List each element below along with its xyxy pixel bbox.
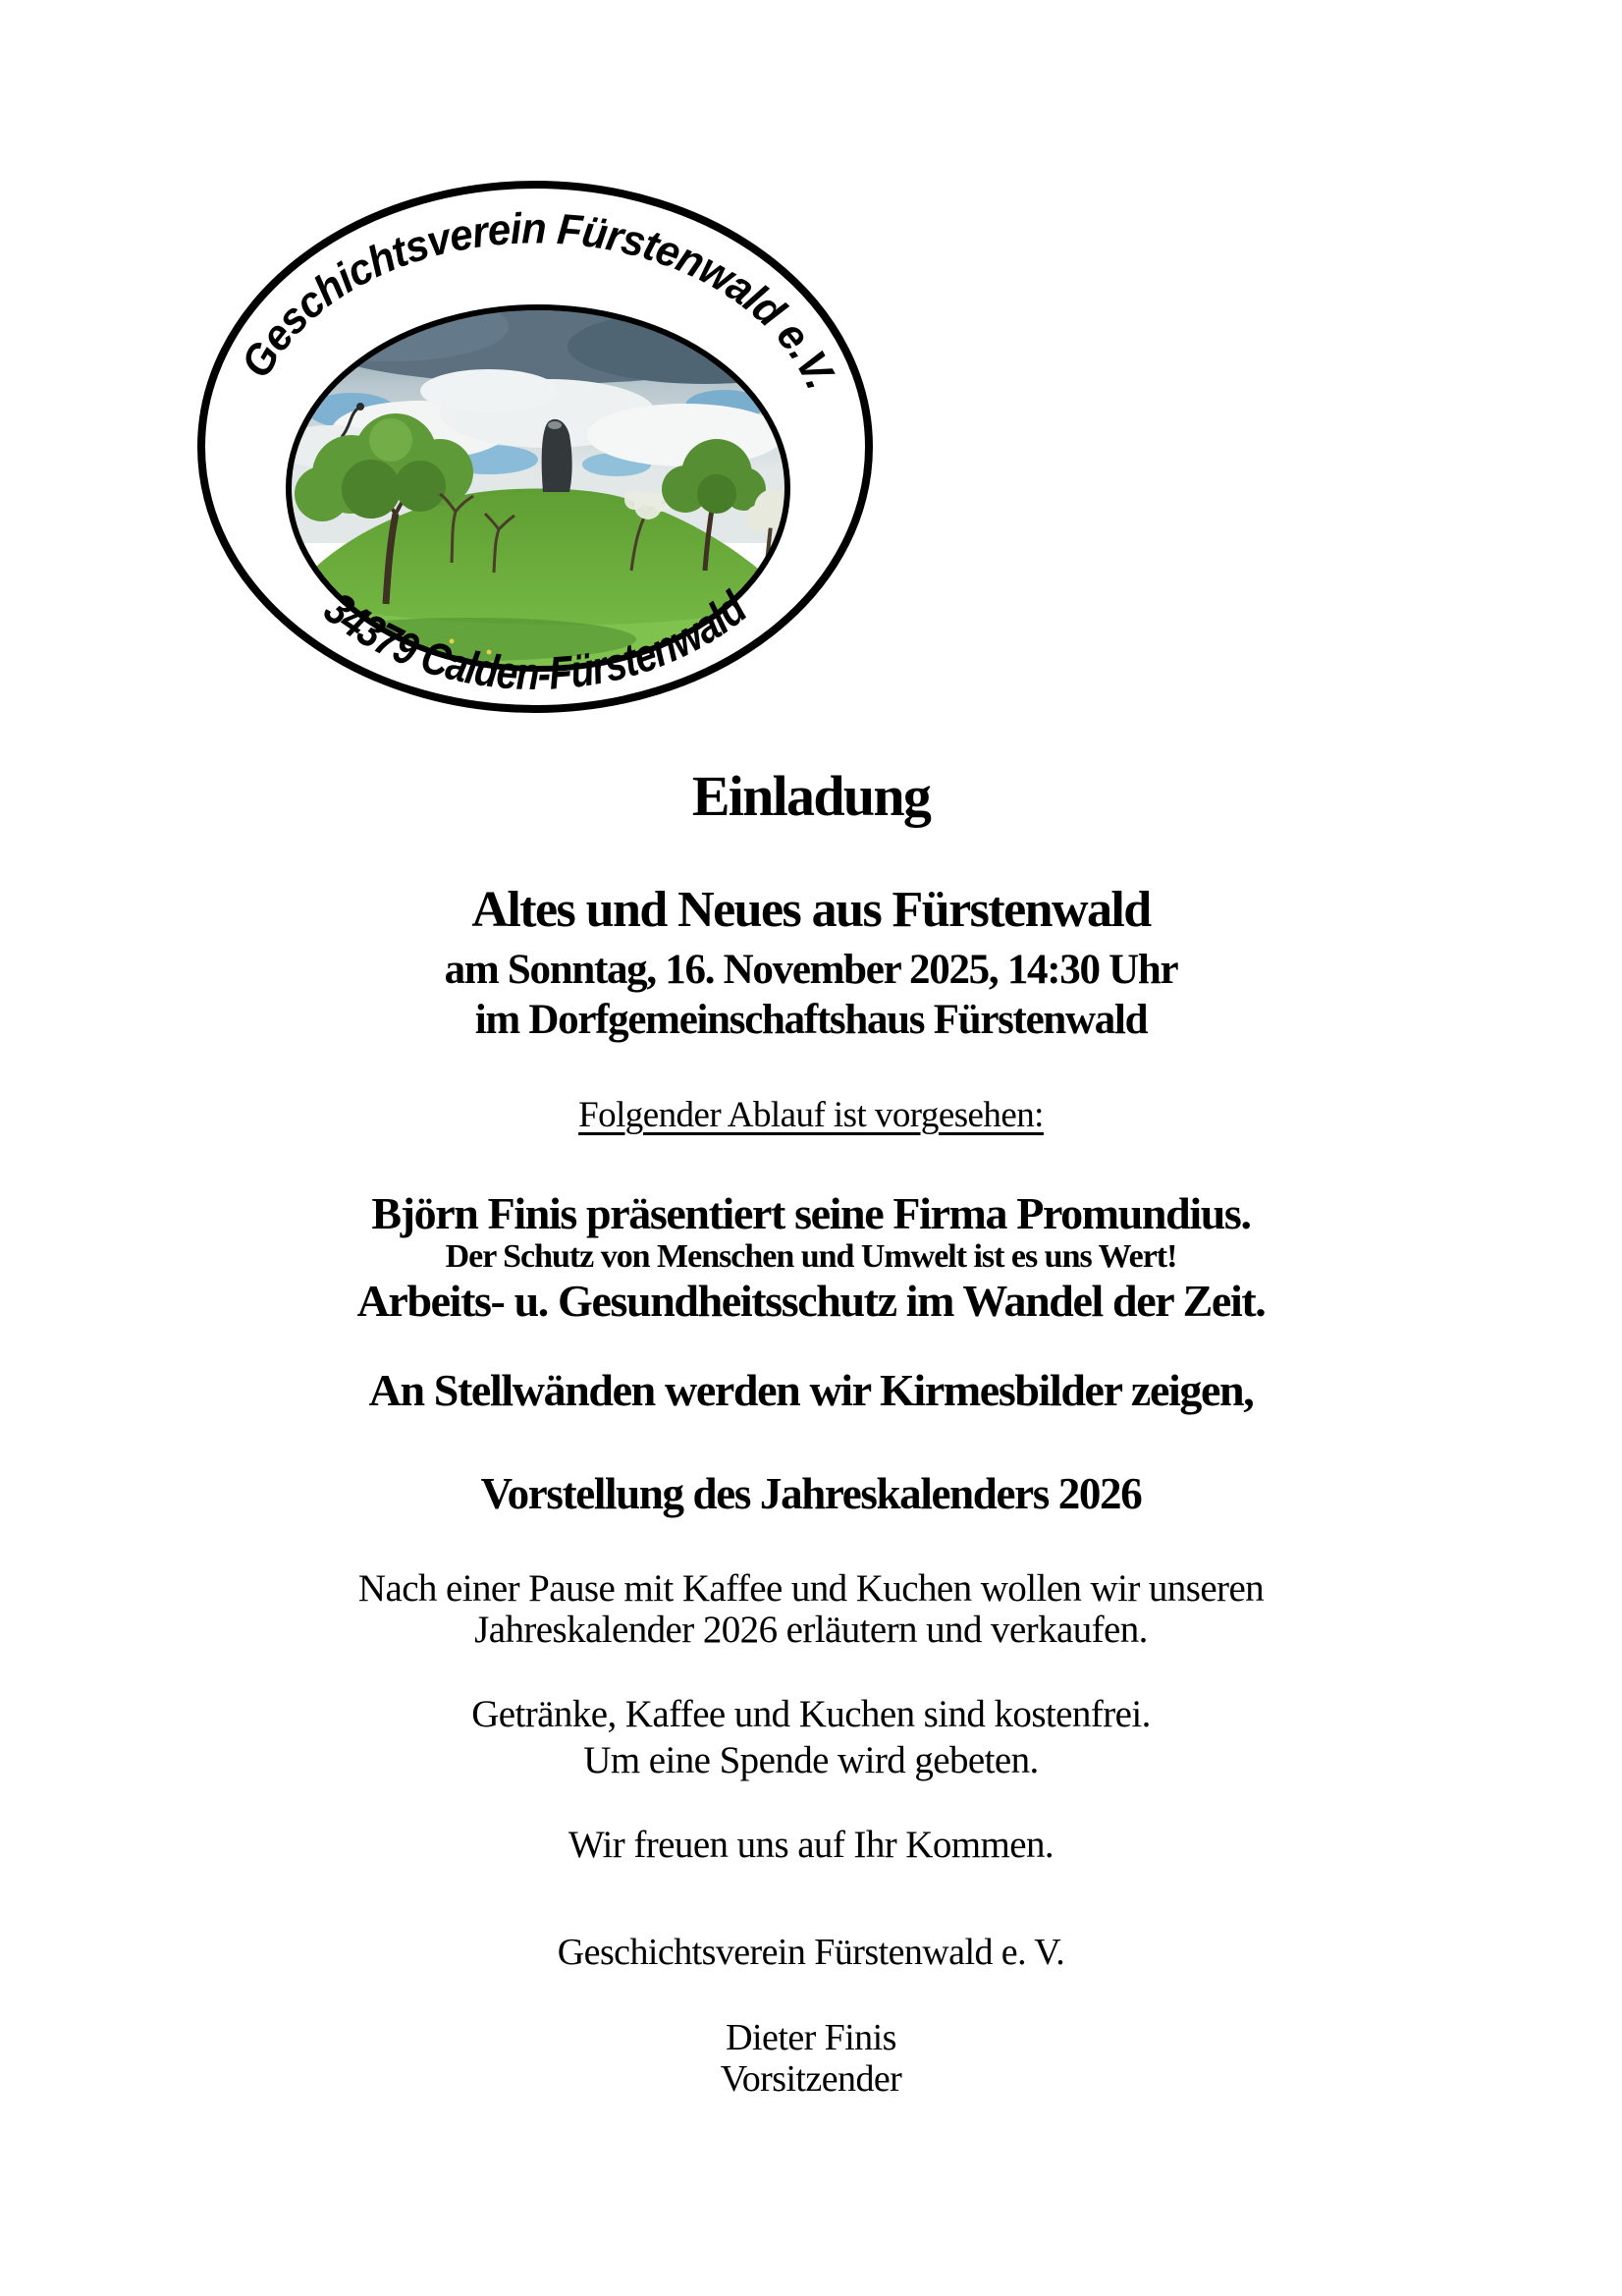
agenda-firm-line-2: Der Schutz von Menschen und Umwelt ist es uns Wert! bbox=[445, 1238, 1177, 1275]
agenda-heading: Folgender Ablauf ist vorgesehen: bbox=[578, 1095, 1044, 1135]
agenda-kalender-line: Vorstellung des Jahreskalenders 2026 bbox=[480, 1469, 1142, 1518]
welcome-line: Wir freuen uns auf Ihr Kommen. bbox=[568, 1824, 1054, 1866]
signature-name: Dieter Finis bbox=[726, 2017, 896, 2058]
logo-arc-top-label: Geschichtsverein Fürstenwald e.V. bbox=[232, 204, 845, 397]
event-date-line: am Sonntag, 16. November 2025, 14:30 Uhr bbox=[444, 947, 1178, 993]
club-logo bbox=[194, 180, 876, 716]
signature-organization: Geschichtsverein Fürstenwald e. V. bbox=[557, 1932, 1065, 1973]
page-title: Einladung bbox=[691, 764, 931, 828]
free-drinks-line-1: Getränke, Kaffee und Kuchen sind kostenfrei. bbox=[471, 1693, 1151, 1735]
event-headline: Altes und Neues aus Fürstenwald bbox=[471, 882, 1151, 938]
agenda-firm-line-3: Arbeits- u. Gesundheitsschutz im Wandel der Zeit. bbox=[356, 1276, 1266, 1326]
agenda-firm-line-1: Björn Finis präsentiert seine Firma Promundius. bbox=[371, 1188, 1251, 1238]
logo-arc-bottom-label: 34379 Calden-Fürstenwald bbox=[314, 578, 759, 700]
menhir-stone-icon bbox=[542, 419, 572, 492]
signature-role: Vorsitzender bbox=[720, 2058, 902, 2100]
event-venue-line: im Dorfgemeinschaftshaus Fürstenwald bbox=[474, 997, 1148, 1043]
free-drinks-line-2: Um eine Spende wird gebeten. bbox=[583, 1739, 1039, 1781]
agenda-kirmes-line: An Stellwänden werden wir Kirmesbilder zeigen, bbox=[368, 1365, 1254, 1415]
pause-paragraph-line-1: Nach einer Pause mit Kaffee und Kuchen wollen wir unseren bbox=[357, 1567, 1265, 1610]
pause-paragraph-line-2: Jahreskalender 2026 erläutern und verkaufen. bbox=[474, 1609, 1148, 1651]
